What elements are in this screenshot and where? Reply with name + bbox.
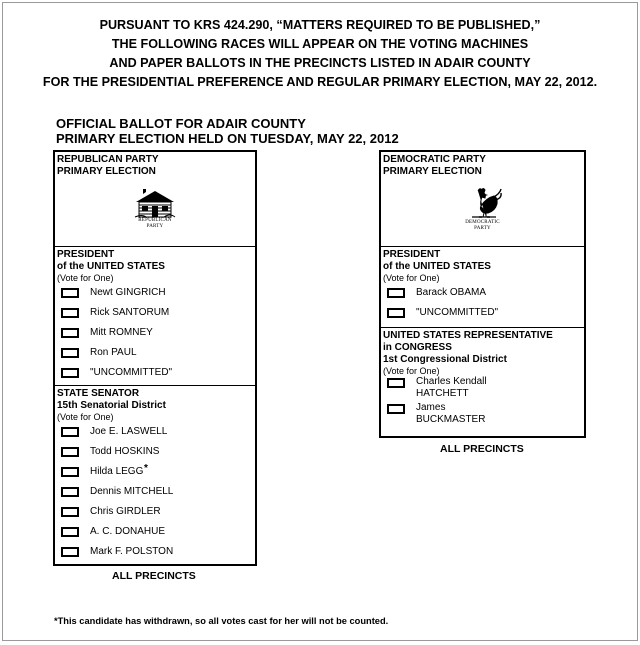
candidate-row[interactable] — [55, 543, 255, 563]
race-title-line: in CONGRESS — [383, 342, 452, 353]
vote-checkbox[interactable] — [61, 527, 79, 537]
header-line: PURSUANT TO KRS 424.290, “MATTERS REQUIRED TO BE PUBLISHED,” — [99, 18, 541, 32]
candidate-name: Joe E. LASWELL — [90, 426, 168, 437]
candidate-first-name: Charles Kendall — [416, 376, 487, 387]
logo-caption: DEMOCRATIC — [465, 220, 500, 225]
vote-checkbox[interactable] — [61, 328, 79, 338]
democratic-party-section — [381, 152, 584, 246]
vote-checkbox[interactable] — [61, 447, 79, 457]
candidate-first-name: James — [416, 402, 446, 413]
candidate-row[interactable] — [55, 503, 255, 523]
party-heading — [381, 152, 584, 178]
election-name: PRIMARY ELECTION — [57, 166, 156, 177]
race-title — [381, 328, 584, 366]
header-line: THE FOLLOWING RACES WILL APPEAR ON THE VOTING MACHINES — [111, 37, 529, 51]
vote-for-one: (Vote for One) — [57, 412, 114, 422]
candidate-name: A. C. DONAHUE — [90, 526, 166, 537]
withdrawn-asterisk: * — [144, 463, 148, 474]
all-precincts-label: ALL PRECINCTS — [440, 443, 524, 455]
vote-checkbox[interactable] — [61, 507, 79, 517]
all-precincts-label: ALL PRECINCTS — [112, 570, 196, 582]
vote-checkbox[interactable] — [387, 378, 405, 388]
candidate-name: Chris GIRDLER — [90, 506, 161, 517]
header-line: FOR THE PRESIDENTIAL PREFERENCE AND REGULAR PRIMARY ELECTION, MAY 22, 2012. — [42, 75, 598, 89]
candidate-name: Ron PAUL — [90, 347, 137, 358]
logo-caption: REPUBLICAN — [138, 218, 172, 223]
president-race-democratic — [381, 246, 584, 327]
republican-logo — [55, 186, 255, 230]
candidate-row[interactable] — [55, 304, 255, 324]
race-title — [55, 247, 255, 273]
vote-checkbox[interactable] — [61, 467, 79, 477]
candidate-name-text: Hilda LEGG — [90, 466, 144, 477]
logo-caption: PARTY — [474, 226, 491, 231]
vote-for-one: (Vote for One) — [383, 366, 440, 376]
candidate-name: Mitt ROMNEY — [90, 327, 153, 338]
candidate-name: "UNCOMMITTED" — [90, 367, 173, 378]
race-title-line: STATE SENATOR — [57, 388, 140, 399]
notice-header — [3, 16, 637, 92]
candidate-name — [416, 376, 487, 400]
vote-for-one: (Vote for One) — [383, 273, 440, 283]
democratic-ballot — [379, 150, 586, 438]
republican-party-section — [55, 152, 255, 246]
candidate-name — [416, 402, 485, 426]
candidate-row[interactable] — [55, 344, 255, 364]
vote-checkbox[interactable] — [387, 288, 405, 298]
candidate-name: Todd HOSKINS — [90, 446, 160, 457]
logo-caption: PARTY — [146, 224, 164, 229]
candidate-row[interactable] — [55, 523, 255, 543]
republican-ballot — [53, 150, 257, 566]
candidate-row[interactable] — [55, 443, 255, 463]
race-title-line: PRESIDENT — [383, 249, 441, 260]
rooster-icon — [464, 186, 502, 220]
race-title — [55, 386, 255, 412]
vote-checkbox[interactable] — [61, 308, 79, 318]
candidate-name: Barack OBAMA — [416, 287, 487, 298]
race-title-line: UNITED STATES REPRESENTATIVE — [383, 330, 553, 341]
election-name: PRIMARY ELECTION — [383, 166, 482, 177]
candidate-name — [90, 463, 148, 478]
race-subtitle: 15th Senatorial District — [57, 400, 166, 411]
vote-checkbox[interactable] — [61, 288, 79, 298]
candidate-row[interactable] — [381, 403, 584, 429]
candidate-name: Newt GINGRICH — [90, 287, 166, 298]
ballot-title-line: OFFICIAL BALLOT FOR ADAIR COUNTY — [56, 116, 306, 131]
race-title — [381, 247, 584, 273]
header-line: AND PAPER BALLOTS IN THE PRECINCTS LISTED IN ADAIR COUNTY — [109, 56, 531, 70]
vote-checkbox[interactable] — [61, 368, 79, 378]
candidate-row[interactable] — [55, 423, 255, 443]
candidate-last-name: HATCHETT — [416, 388, 469, 399]
candidate-row[interactable] — [55, 284, 255, 304]
ballot-title — [56, 116, 399, 146]
candidate-row[interactable] — [55, 483, 255, 503]
withdrawal-footnote: *This candidate has withdrawn, so all votes cast for her will not be counted. — [54, 616, 389, 626]
candidate-row[interactable] — [55, 364, 255, 384]
candidate-row[interactable] — [381, 304, 584, 324]
candidate-row[interactable] — [55, 324, 255, 344]
president-race-republican — [55, 246, 255, 385]
vote-checkbox[interactable] — [387, 404, 405, 414]
race-title-line: PRESIDENT — [57, 249, 115, 260]
party-name: REPUBLICAN PARTY — [57, 154, 159, 165]
notice-page — [2, 2, 638, 641]
party-name: DEMOCRATIC PARTY — [383, 154, 486, 165]
candidate-row[interactable] — [55, 463, 255, 483]
candidate-row[interactable] — [381, 284, 584, 304]
ballot-title-line: PRIMARY ELECTION HELD ON TUESDAY, MAY 22, 2012 — [56, 131, 399, 146]
state-senator-race — [55, 385, 255, 566]
candidate-name: "UNCOMMITTED" — [416, 307, 499, 318]
log-cabin-icon — [134, 186, 176, 218]
party-heading — [55, 152, 255, 178]
democratic-logo — [381, 186, 584, 232]
vote-checkbox[interactable] — [61, 487, 79, 497]
vote-checkbox[interactable] — [61, 547, 79, 557]
vote-checkbox[interactable] — [61, 427, 79, 437]
us-representative-race — [381, 327, 584, 438]
race-subtitle: of the UNITED STATES — [383, 261, 491, 272]
race-subtitle: of the UNITED STATES — [57, 261, 165, 272]
candidate-name: Dennis MITCHELL — [90, 486, 174, 497]
candidate-row[interactable] — [381, 377, 584, 403]
vote-checkbox[interactable] — [387, 308, 405, 318]
vote-checkbox[interactable] — [61, 348, 79, 358]
candidate-name: Rick SANTORUM — [90, 307, 170, 318]
candidate-name: Mark F. POLSTON — [90, 546, 174, 557]
race-subtitle: 1st Congressional District — [383, 354, 507, 365]
candidate-last-name: BUCKMASTER — [416, 414, 486, 425]
vote-for-one: (Vote for One) — [57, 273, 114, 283]
